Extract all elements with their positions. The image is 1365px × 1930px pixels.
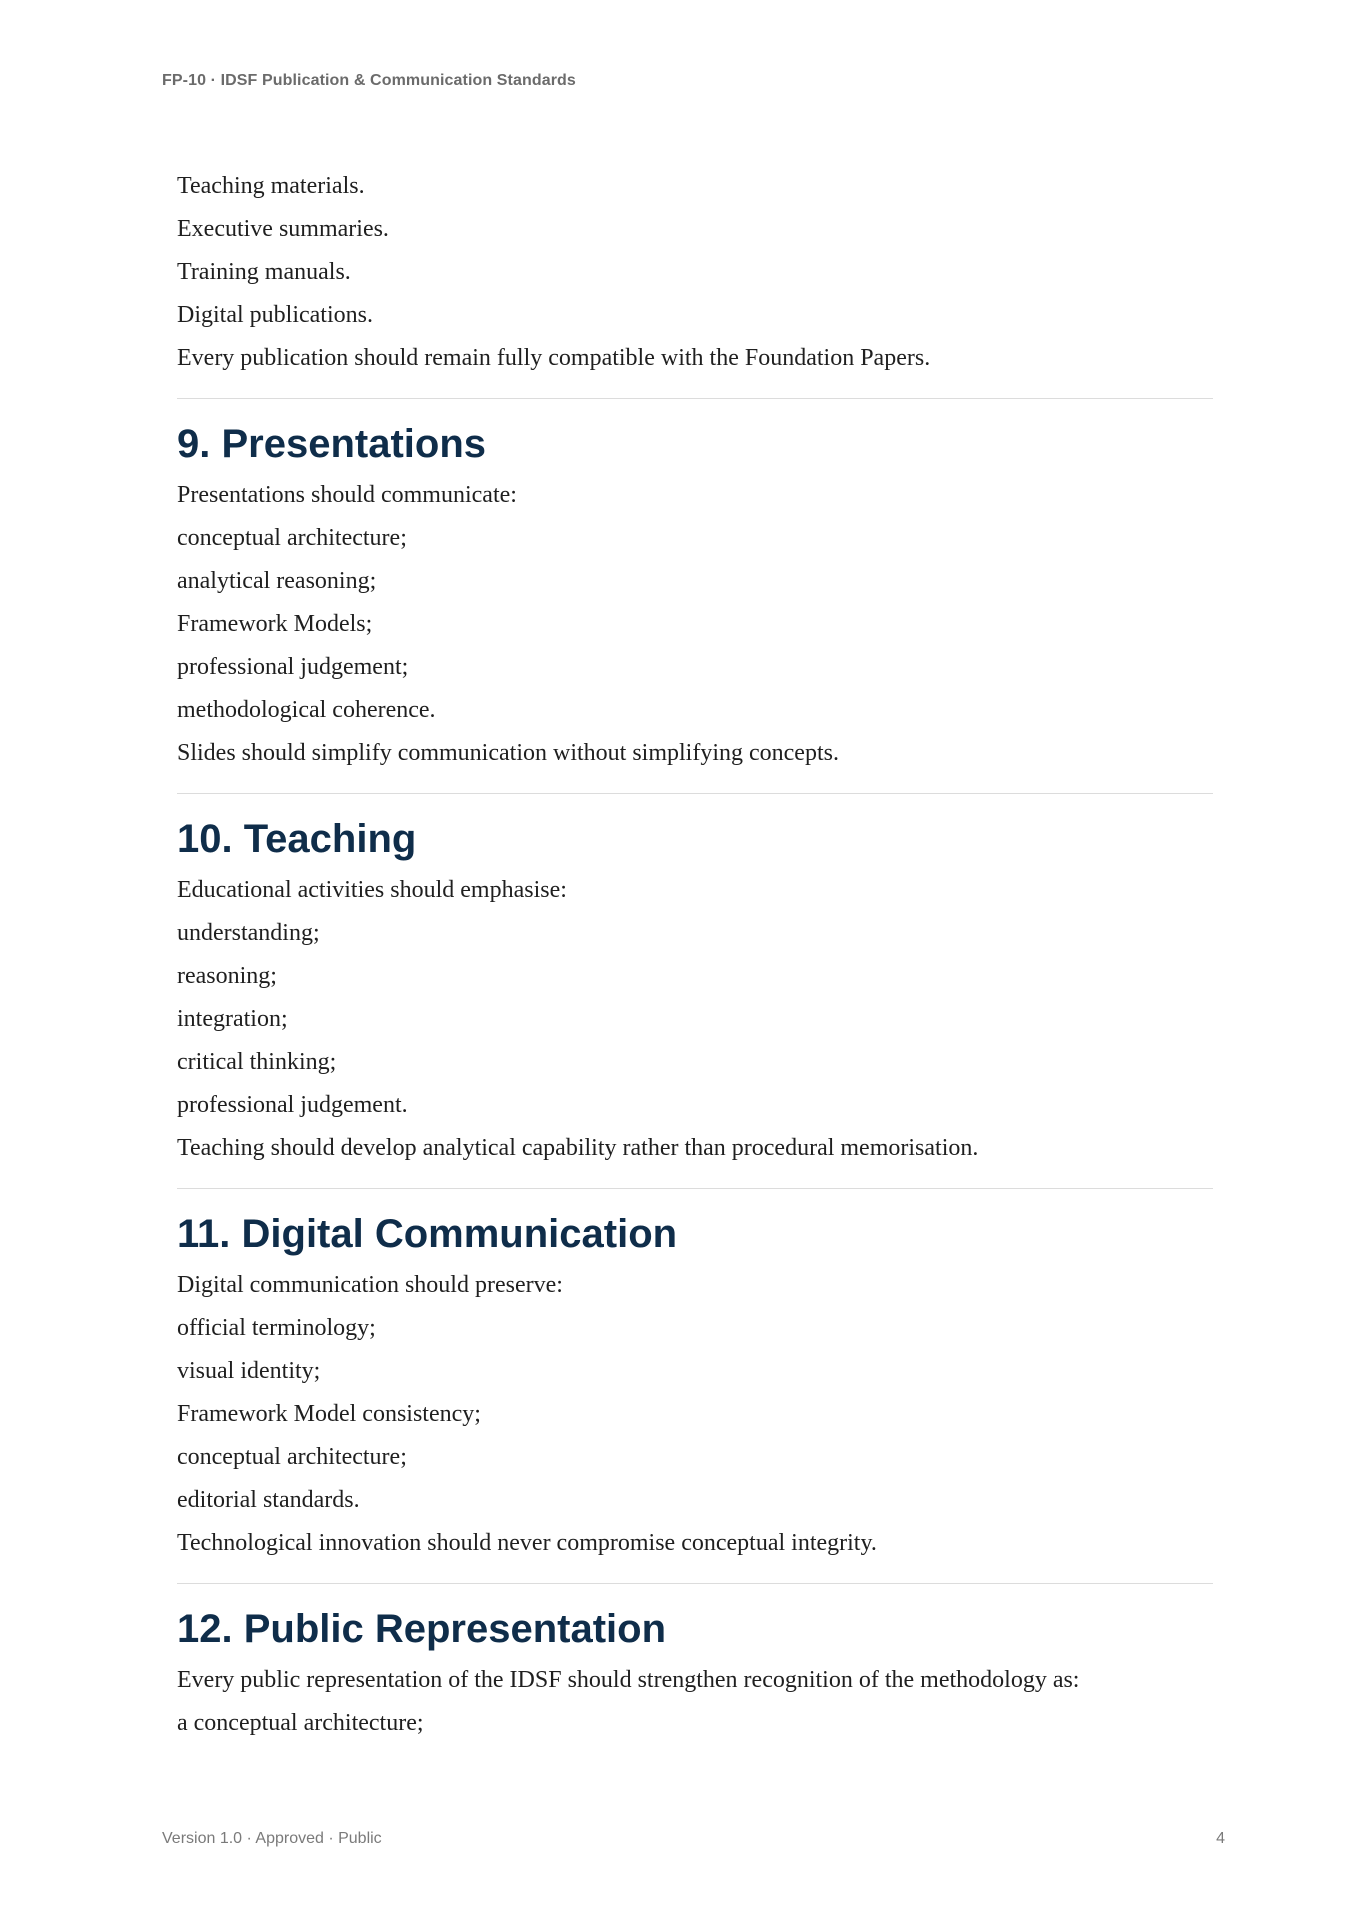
list-line: reasoning; bbox=[177, 963, 277, 989]
body-line: Slides should simplify communication without simplifying concepts. bbox=[177, 740, 839, 766]
list-line: Framework Model consistency; bbox=[177, 1401, 481, 1427]
running-header: FP-10 · IDSF Publication & Communication Standards bbox=[162, 72, 576, 89]
list-line: critical thinking; bbox=[177, 1049, 337, 1075]
section-heading: 9. Presentations bbox=[177, 422, 487, 466]
body-line: Educational activities should emphasise: bbox=[177, 877, 567, 903]
list-line: analytical reasoning; bbox=[177, 568, 377, 594]
body-line: Teaching materials. bbox=[177, 173, 365, 199]
body-line: Digital publications. bbox=[177, 302, 373, 328]
body-line: Every publication should remain fully compatible with the Foundation Papers. bbox=[177, 345, 931, 371]
list-line: visual identity; bbox=[177, 1358, 321, 1384]
section-divider bbox=[177, 1188, 1213, 1189]
section-digital-communication bbox=[177, 1210, 1213, 1565]
page-content bbox=[177, 165, 1213, 1745]
body-line: Teaching should develop analytical capability rather than procedural memorisation. bbox=[177, 1135, 979, 1161]
section-public-representation bbox=[177, 1605, 1213, 1745]
body-line: Executive summaries. bbox=[177, 216, 389, 242]
body-line: Presentations should communicate: bbox=[177, 482, 517, 508]
list-line: integration; bbox=[177, 1006, 288, 1032]
body-line: Digital communication should preserve: bbox=[177, 1272, 563, 1298]
section-teaching bbox=[177, 815, 1213, 1170]
list-line: understanding; bbox=[177, 920, 320, 946]
section-heading: 11. Digital Communication bbox=[177, 1212, 678, 1256]
intro-block bbox=[177, 165, 1213, 380]
section-presentations bbox=[177, 420, 1213, 775]
list-line: methodological coherence. bbox=[177, 697, 436, 723]
section-heading: 10. Teaching bbox=[177, 817, 417, 861]
body-line: Training manuals. bbox=[177, 259, 351, 285]
list-line: professional judgement. bbox=[177, 1092, 408, 1118]
body-line: Technological innovation should never compromise conceptual integrity. bbox=[177, 1530, 877, 1556]
page-number: 4 bbox=[1216, 1830, 1225, 1847]
list-line: official terminology; bbox=[177, 1315, 376, 1341]
list-line: professional judgement; bbox=[177, 654, 409, 680]
section-divider bbox=[177, 793, 1213, 794]
body-line: Every public representation of the IDSF should strengthen recognition of the methodology as: bbox=[177, 1667, 1080, 1693]
list-line: a conceptual architecture; bbox=[177, 1710, 424, 1736]
section-divider bbox=[177, 1583, 1213, 1584]
section-divider bbox=[177, 398, 1213, 399]
list-line: editorial standards. bbox=[177, 1487, 360, 1513]
section-heading: 12. Public Representation bbox=[177, 1607, 667, 1651]
list-line: Framework Models; bbox=[177, 611, 373, 637]
list-line: conceptual architecture; bbox=[177, 525, 407, 551]
list-line: conceptual architecture; bbox=[177, 1444, 407, 1470]
footer-status: Version 1.0 · Approved · Public bbox=[162, 1830, 382, 1847]
